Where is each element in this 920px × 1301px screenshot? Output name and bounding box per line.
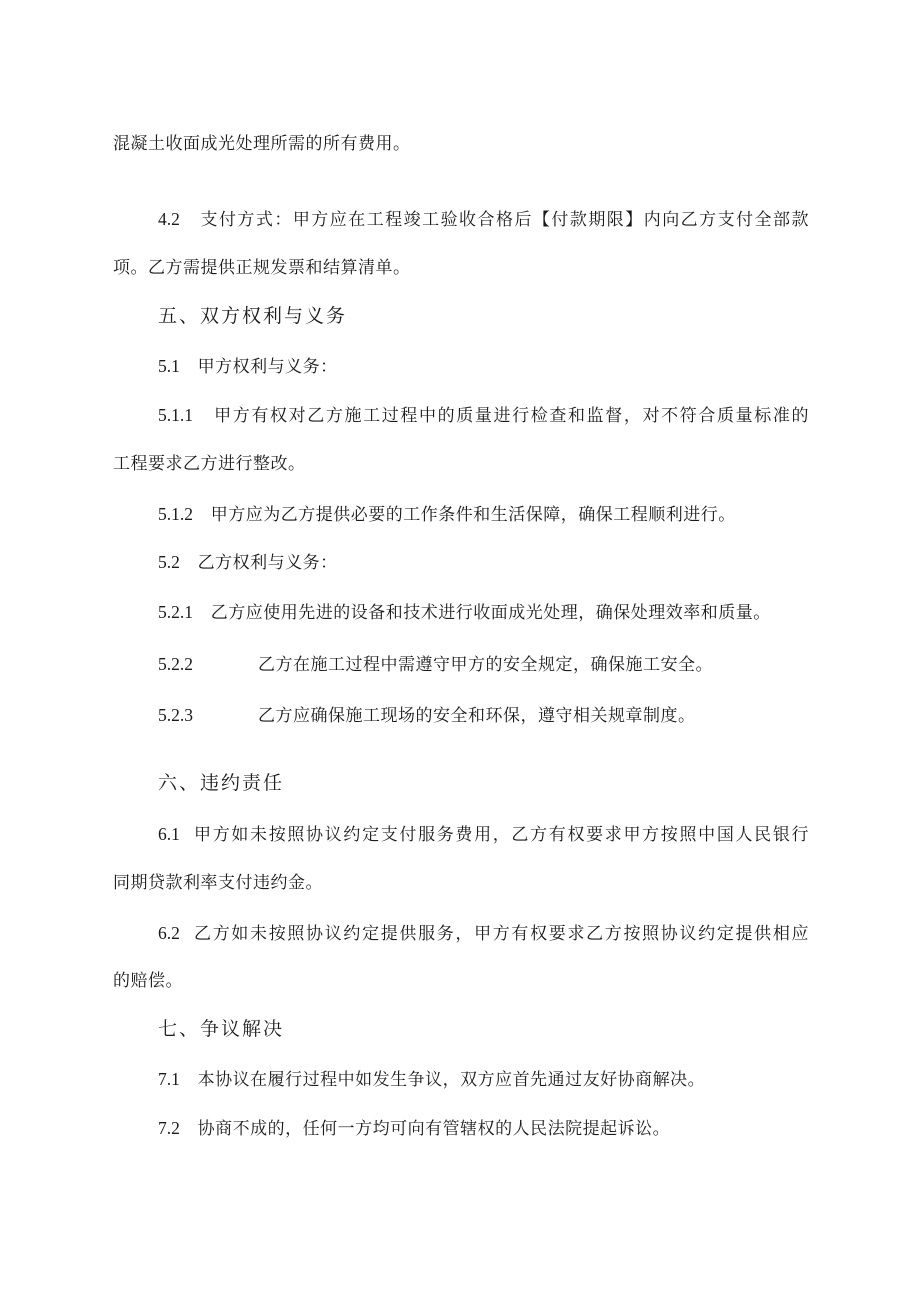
clause-number: 5.2.3 (158, 705, 193, 725)
clause-number: 5.2.1 (158, 602, 193, 622)
clause-number: 5.1 (158, 356, 180, 376)
clause-5-2: 5.2 乙方权利与义务： (158, 552, 338, 573)
clause-5-1-1-line-1: 5.1.1 甲方有权对乙方施工过程中的质量进行检查和监督，对不符合质量标准的 (158, 405, 809, 426)
clause-5-2-2: 5.2.2 乙方在施工过程中需遵守甲方的安全规定，确保施工安全。 (158, 654, 713, 675)
clause-5-1-2: 5.1.2 甲方应为乙方提供必要的工作条件和生活保障，确保工程顺利进行。 (158, 504, 736, 525)
clause-4-2-line-2: 项。乙方需提供正规发票和结算清单。 (113, 258, 411, 278)
clause-6-1-line-1: 6.1 甲方如未按照协议约定支付服务费用，乙方有权要求甲方按照中国人民银行 (158, 824, 810, 845)
section-heading-7: 七、争议解决 (158, 1018, 285, 1040)
clause-number: 5.1.1 (158, 405, 193, 425)
clause-5-1-1-line-2: 工程要求乙方进行整改。 (113, 454, 306, 474)
clause-number: 7.1 (158, 1069, 180, 1089)
clause-5-2-3: 5.2.3 乙方应确保施工现场的安全和环保，遵守相关规章制度。 (158, 705, 696, 726)
clause-number: 6.1 (158, 824, 180, 844)
clause-number: 7.2 (158, 1118, 180, 1138)
clause-5-1: 5.1 甲方权利与义务： (158, 356, 338, 377)
clause-number: 6.2 (158, 923, 180, 943)
clause-6-2-line-1: 6.2 乙方如未按照协议约定提供服务，甲方有权要求乙方按照协议约定提供相应 (158, 923, 810, 944)
clause-7-1: 7.1 本协议在履行过程中如发生争议，双方应首先通过友好协商解决。 (158, 1069, 706, 1090)
clause-number: 4.2 (158, 209, 180, 229)
clause-number: 5.2 (158, 552, 180, 572)
paragraph-line: 混凝土收面成光处理所需的所有费用。 (113, 134, 411, 154)
clause-6-2-line-2: 的赔偿。 (113, 971, 183, 991)
section-heading-6: 六、违约责任 (158, 772, 285, 794)
clause-4-2-line-1: 4.2 支付方式：甲方应在工程竣工验收合格后【付款期限】内向乙方支付全部款 (158, 209, 809, 230)
clause-number: 5.2.2 (158, 654, 193, 674)
clause-number: 5.1.2 (158, 504, 193, 524)
clause-6-1-line-2: 同期贷款利率支付违约金。 (113, 873, 323, 893)
section-heading-5: 五、双方权利与义务 (158, 305, 348, 327)
clause-7-2: 7.2 协商不成的，任何一方均可向有管辖权的人民法院提起诉讼。 (158, 1118, 671, 1139)
clause-5-2-1: 5.2.1 乙方应使用先进的设备和技术进行收面成光处理，确保处理效率和质量。 (158, 602, 771, 623)
